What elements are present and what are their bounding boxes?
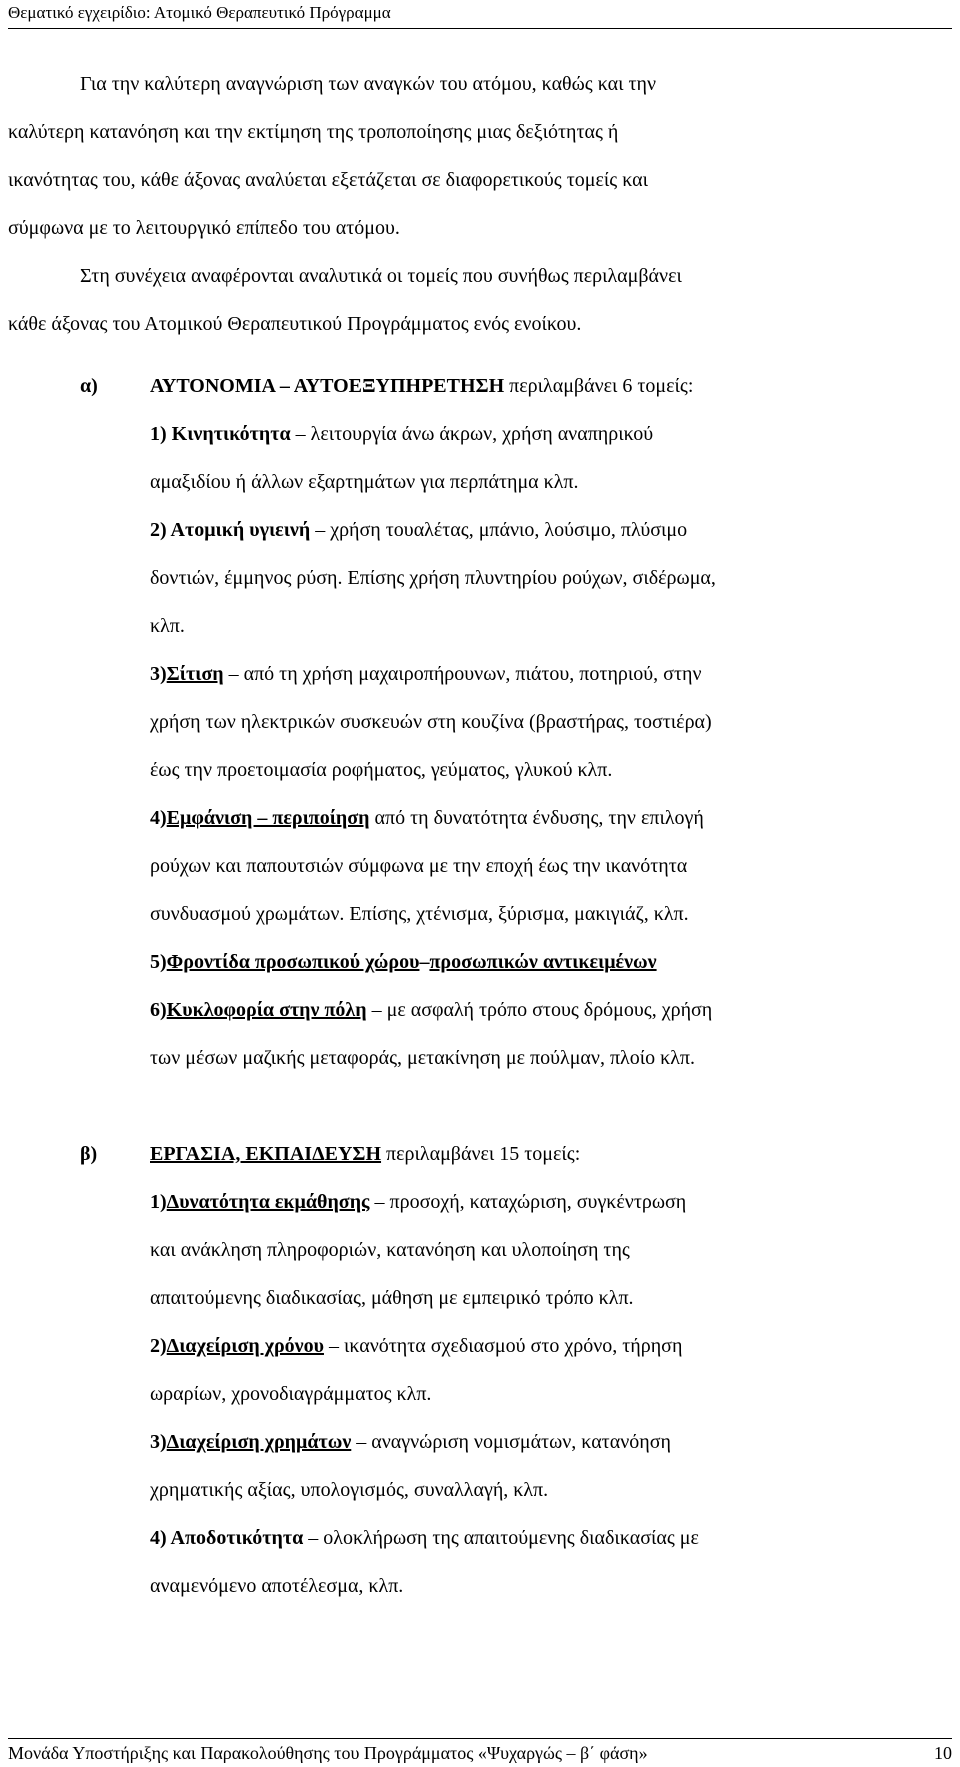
list-item: 1) Δυνατότητα εκμάθησης – προσοχή, καταχώριση, συγκέντρωση (150, 1191, 687, 1213)
list-item: 2) Ατομική υγιεινή – χρήση τουαλέτας, μπάνιο, λούσιμο, πλύσιμο (150, 519, 688, 541)
intro-line: σύμφωνα με το λειτουργικό επίπεδο του ατόμου. (8, 217, 400, 239)
list-item: 2) Διαχείριση χρόνου – ικανότητα σχεδιασμού στο χρόνο, τήρηση (150, 1335, 683, 1357)
list-item-line: κλπ. (150, 615, 185, 637)
list-item-line: ωραρίων, χρονοδιαγράμματος κλπ. (150, 1383, 432, 1405)
header-title: Θεματικό εγχειρίδιο: Ατομικό Θεραπευτικό Πρόγραμμα (8, 3, 391, 22)
list-item: 4) Αποδοτικότητα – ολοκλήρωση της απαιτούμενης διαδικασίας με (150, 1527, 699, 1549)
list-item: 5) Φροντίδα προσωπικού χώρου – προσωπικών αντικειμένων (150, 951, 657, 973)
section-heading: ΕΡΓΑΣΙΑ, ΕΚΠΑΙΔΕΥΣΗ περιλαμβάνει 15 τομείς: (150, 1143, 581, 1165)
list-item-line: των μέσων μαζικής μεταφοράς, μετακίνηση με πούλμαν, πλοίο κλπ. (150, 1047, 695, 1069)
intro-line: Στη συνέχεια αναφέρονται αναλυτικά οι τομείς που συνήθως περιλαμβάνει (80, 265, 682, 287)
list-item: 3) Διαχείριση χρημάτων – αναγνώριση νομισμάτων, κατανόηση (150, 1431, 671, 1453)
intro-line: κάθε άξονας του Ατομικού Θεραπευτικού Προγράμματος ενός ενοίκου. (8, 313, 582, 335)
list-item-line: αναμενόμενο αποτέλεσμα, κλπ. (150, 1575, 404, 1597)
intro-line: καλύτερη κατανόηση και την εκτίμηση της τροποποίησης μιας δεξιότητας ή (8, 121, 619, 143)
page-header (8, 0, 952, 29)
list-item-line: και ανάκληση πληροφοριών, κατανόηση και υλοποίηση της (150, 1239, 630, 1261)
list-item-line: χρήση των ηλεκτρικών συσκευών στη κουζίνα (βραστήρας, τοστιέρα) (150, 711, 712, 733)
page-footer (8, 1738, 952, 1767)
section-heading: ΑΥΤΟΝΟΜΙΑ – ΑΥΤΟΕΞΥΠΗΡΕΤΗΣΗ περιλαμβάνει 6 τομείς: (150, 375, 694, 397)
list-item-line: ρούχων και παπουτσιών σύμφωνα με την εποχή έως την ικανότητα (150, 855, 688, 877)
list-item: 3) Σίτιση – από τη χρήση μαχαιροπήρουνων, πιάτου, ποτηριού, στην (150, 663, 702, 685)
list-item-line: απαιτούμενης διαδικασίας, μάθηση με εμπειρικό τρόπο κλπ. (150, 1287, 634, 1309)
list-item-line: αμαξιδίου ή άλλων εξαρτημάτων για περπάτημα κλπ. (150, 471, 579, 493)
list-item: 6) Κυκλοφορία στην πόλη – με ασφαλή τρόπο στους δρόμους, χρήση (150, 999, 713, 1021)
intro-line: Για την καλύτερη αναγνώριση των αναγκών του ατόμου, καθώς και την (80, 73, 657, 95)
list-item-line: συνδυασμού χρωμάτων. Επίσης, χτένισμα, ξύρισμα, μακιγιάζ, κλπ. (150, 903, 689, 925)
list-item: 4) Εμφάνιση – περιποίηση από τη δυνατότητα ένδυσης, την επιλογή (150, 807, 704, 829)
list-item-line: χρηματικής αξίας, υπολογισμός, συναλλαγή, κλπ. (150, 1479, 549, 1501)
section-marker: β) (80, 1143, 98, 1165)
page-number: 10 (934, 1743, 952, 1763)
list-item: 1) Κινητικότητα – λειτουργία άνω άκρων, χρήση αναπηρικού (150, 423, 654, 445)
list-item-line: έως την προετοιμασία ροφήματος, γεύματος, γλυκού κλπ. (150, 759, 613, 781)
intro-line: ικανότητας του, κάθε άξονας αναλύεται εξετάζεται σε διαφορετικούς τομείς και (8, 169, 648, 191)
list-item-line: δοντιών, έμμηνος ρύση. Επίσης χρήση πλυντηρίου ρούχων, σιδέρωμα, (150, 567, 716, 589)
section-marker: α) (80, 375, 98, 397)
footer-text: Μονάδα Υποστήριξης και Παρακολούθησης του Προγράμματος «Ψυχαργώς – β΄ φάση» (8, 1743, 648, 1763)
